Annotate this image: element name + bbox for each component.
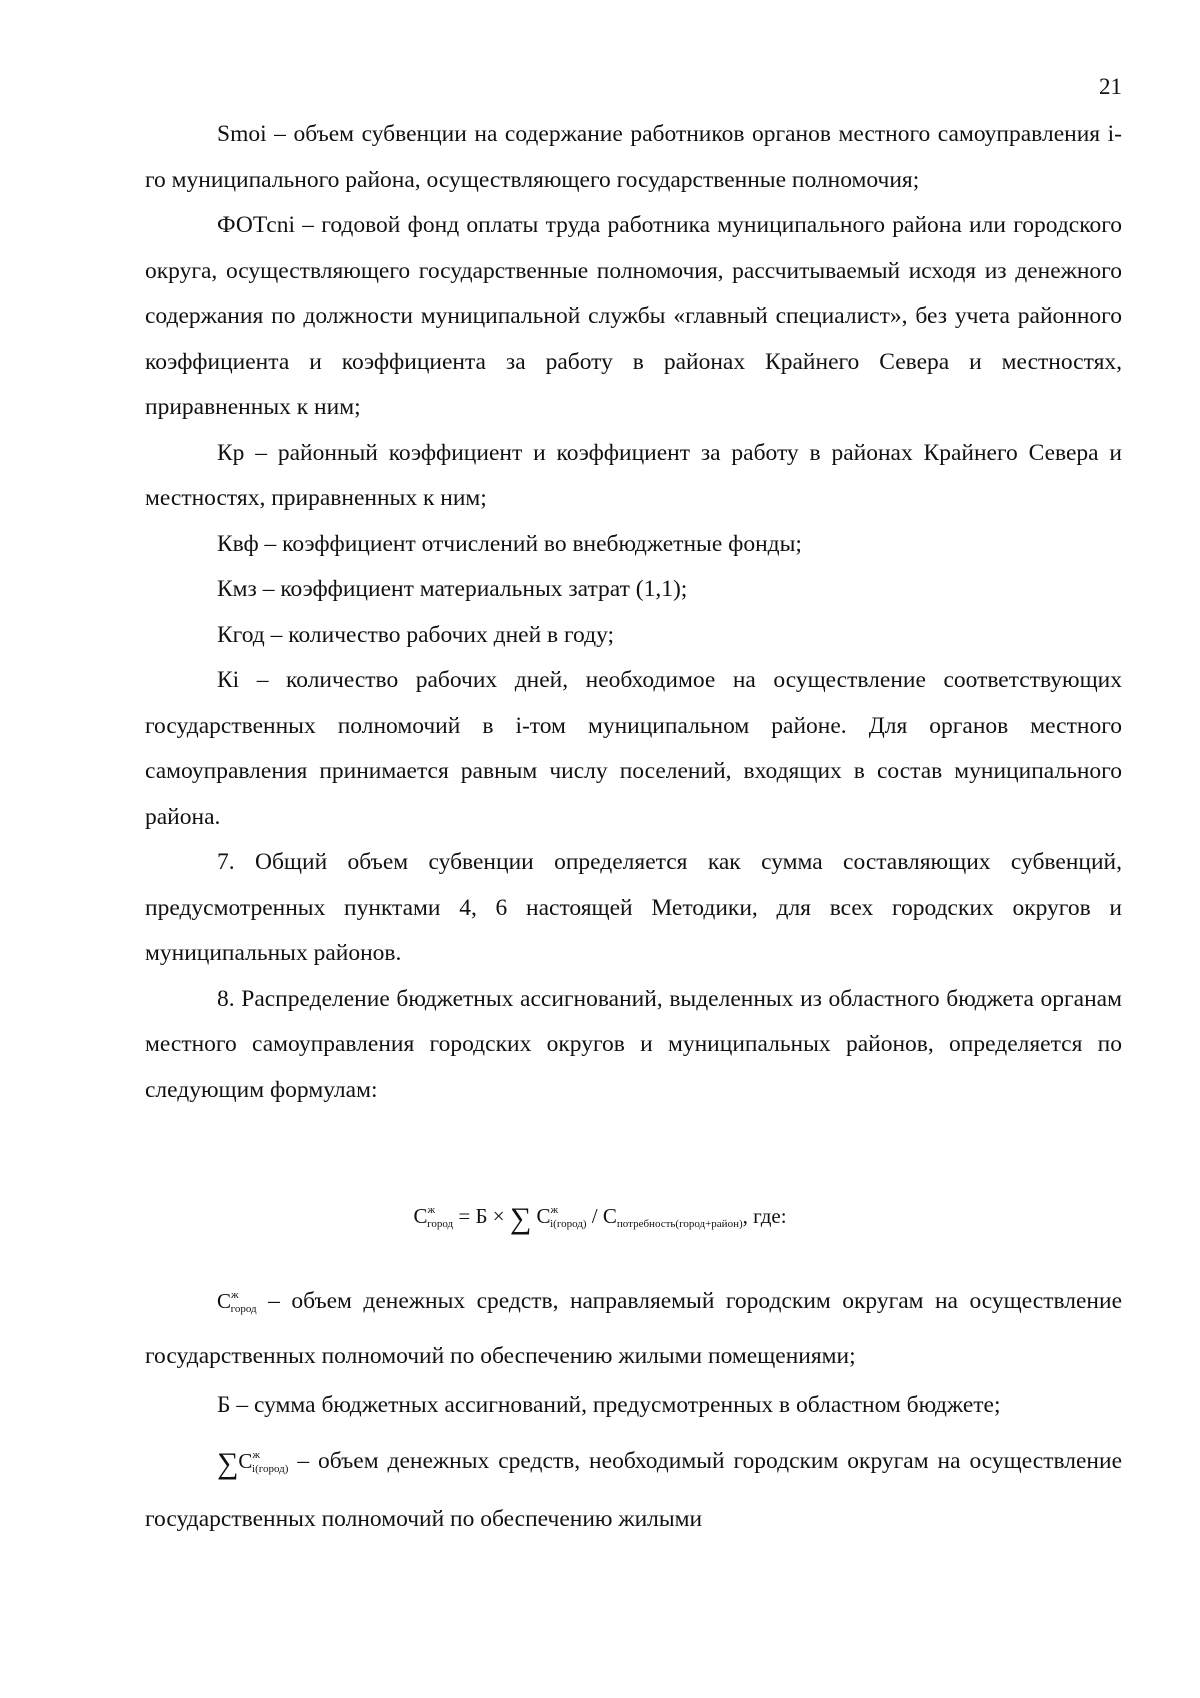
paragraph-item-8: 8. Распределение бюджетных ассигнований, выделенных из областного бюджета органам местного самоуправления городских округов и муниципальных районов, определяется по следующим формулам: (145, 985, 1122, 1103)
paragraph-kgod: Кгод – количество рабочих дней в году; (217, 621, 615, 648)
paragraph-kmz: Кмз – коэффициент материальных затрат (1,1); (217, 576, 688, 602)
paragraph-kvf: Квф – коэффициент отчислений во внебюджетные фонды; (217, 530, 802, 557)
formula-divide: / (591, 1204, 598, 1228)
formula-sigma-icon: ∑ (509, 1202, 532, 1235)
distribution-formula (0, 1202, 1200, 1236)
body-text (145, 112, 1122, 1113)
definition-symbol: $C^ж_{i(город)}$ (238, 1449, 289, 1475)
definition-symbol: $C^ж_{город}$ (217, 1289, 257, 1315)
formula-b: Б (475, 1204, 488, 1228)
formula-times: × (492, 1204, 505, 1228)
page-number: 21 (1099, 74, 1122, 99)
definition-sum-c-gorod (145, 1430, 1122, 1544)
paragraph-fotsni: ФОТсni – годовой фонд оплаты труда работника муниципального района или городского округа, осуществляющего государственные полномочия, рассчитываемый исходя из денежного содержания по должности муниципальной службы «главный специалист», без учета районного коэффициента и коэффициента за работу в районах Крайнего Севера и местностях, приравненных к ним; (145, 212, 1122, 420)
sigma-icon: ∑ (217, 1447, 239, 1480)
formula-denominator: $C_{потребность(город+район)}$ (602, 1204, 743, 1230)
formula-lhs: $C^ж_{город}$ (413, 1204, 454, 1230)
paragraph-smoi: Smoi – объем субвенции на содержание работников органов местного самоуправления i-го муниципального района, осуществляющего государственные полномочия; (145, 121, 1122, 193)
paragraph-item-7: 7. Общий объем субвенции определяется как сумма составляющих субвенций, предусмотренных пунктами 4, 6 настоящей Методики, для всех городских округов и муниципальных районов. (145, 849, 1122, 966)
definition-text: – объем денежных средств, необходимый городским округам на осуществление государственных полномочий по обеспечению жилыми (145, 1448, 1123, 1532)
definition-b: Б – сумма бюджетных ассигнований, предусмотренных в областном бюджете; (217, 1392, 1001, 1418)
definition-text: – объем денежных средств, направляемый городским округам на осуществление государственных полномочий по обеспечению жилыми помещениями; (145, 1288, 1122, 1369)
paragraph-kr: Кр – районный коэффициент и коэффициент за работу в районах Крайнего Севера и местностях, приравненных к ним; (145, 439, 1122, 511)
definition-c-gorod (145, 1272, 1122, 1380)
formula-equals: = (458, 1204, 471, 1228)
paragraph-ki: Кi – количество рабочих дней, необходимое на осуществление соответствующих государственных полномочий в i-том муниципальном районе. Для органов местного самоуправления принимается равным числу поселений, входящих в состав муниципального района. (145, 667, 1122, 830)
formula-definitions (145, 1272, 1122, 1544)
formula-suffix: , где: (742, 1204, 787, 1228)
formula-sum-term: $C^ж_{i(город)}$ (536, 1204, 587, 1230)
